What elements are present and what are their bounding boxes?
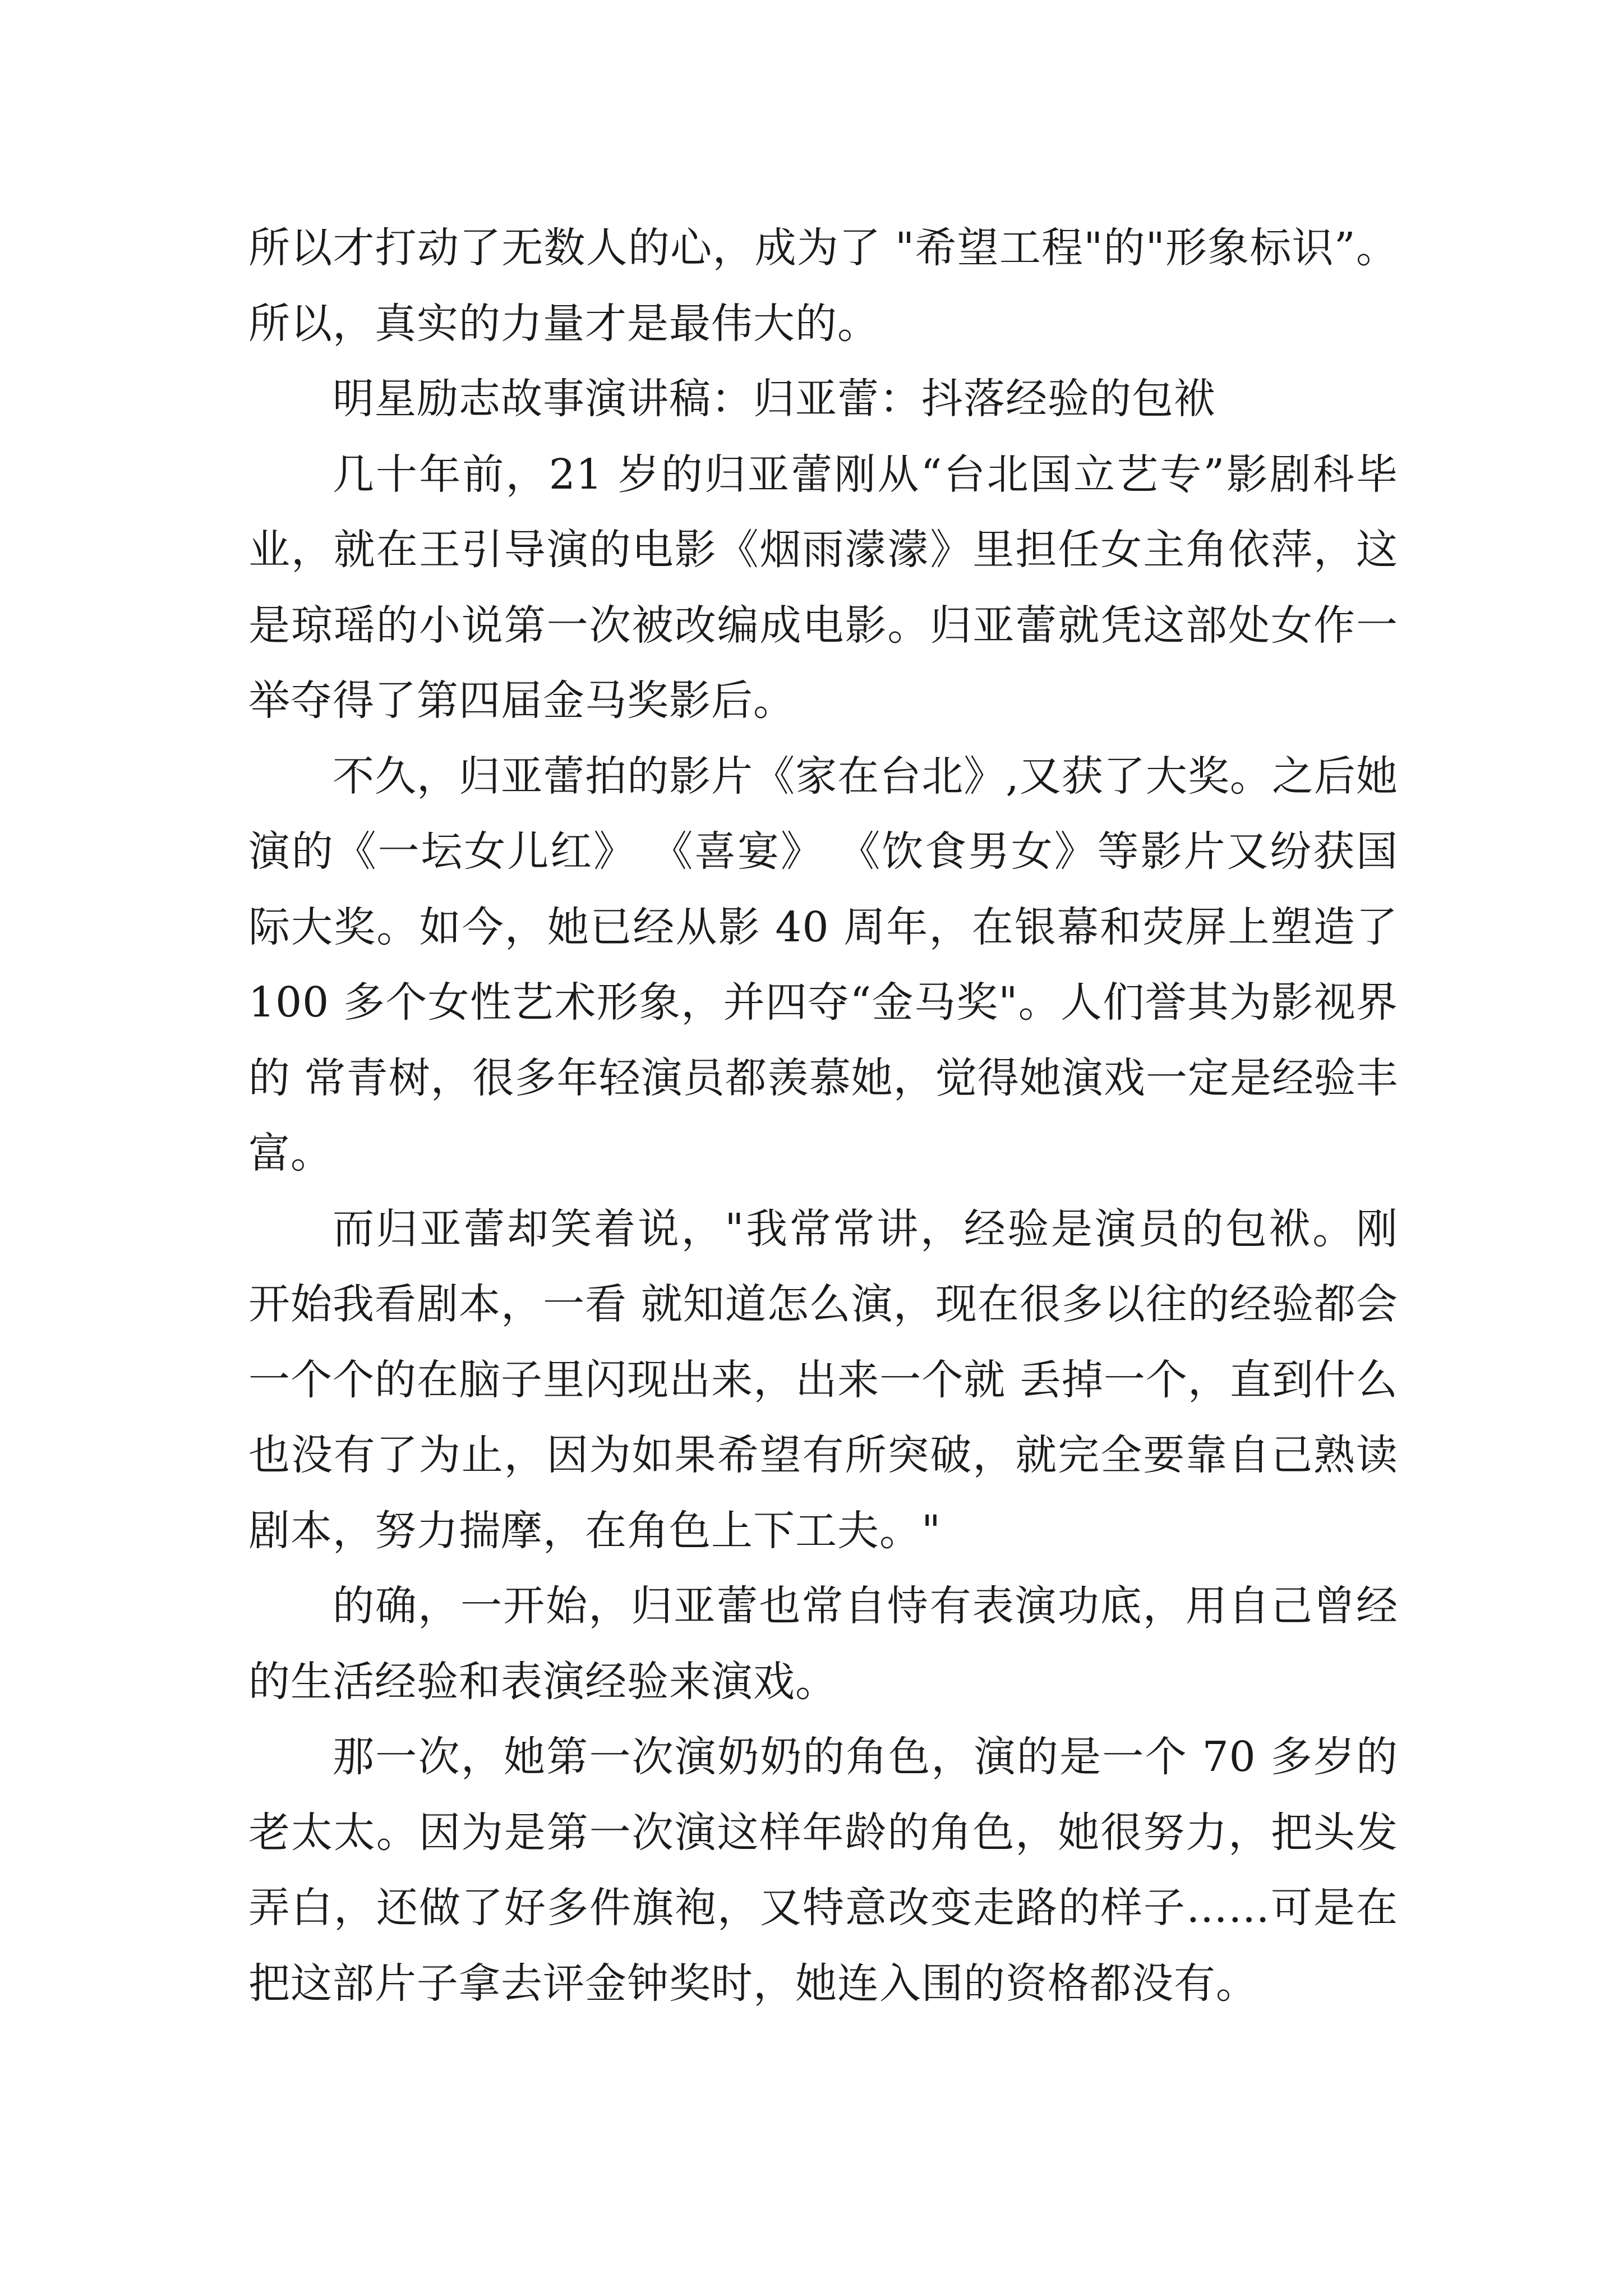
paragraph: 那一次，她第一次演奶奶的角色，演的是一个 70 多岁的老太太。因为是第一次演这样年龄的角色，她很努力，把头发弄白，还做了好多件旗袍，又特意改变走路的样子……可是在把这部片子拿去评金钟奖时，她连入围的资格都没有。 [248,1733,1398,2008]
paragraph: 而归亚蕾却笑着说，"我常常讲，经验是演员的包袱。刚开始我看剧本，一看 就知道怎么演，现在很多以往的经验都会一个个的在脑子里闪现出来，出来一个就 丢掉一个，直到什么也没有了为止，因为如果希望有所突破，就完全要靠自己熟读剧本，努力揣摩，在角色上下工夫。" [248,1204,1398,1555]
document-body [248,210,1398,2021]
paragraph-continuation: 所以才打动了无数人的心，成为了 "希望工程"的"形象标识”。所以，真实的力量才是最伟大的。 [248,224,1398,348]
paragraph: 几十年前，21 岁的归亚蕾刚从“台北国立艺专”影剧科毕业，就在王引导演的电影《烟雨濛濛》里担任女主角依萍，这是琼瑶的小说第一次被改编成电影。归亚蕾就凭这部处女作一举夺得了第四届金马奖影后。 [248,450,1398,725]
paragraph: 的确，一开始，归亚蕾也常自恃有表演功底，用自己曾经的生活经验和表演经验来演戏。 [248,1582,1398,1706]
speech-title: 明星励志故事演讲稿：归亚蕾：抖落经验的包袱 [333,375,1216,423]
paragraph: 不久，归亚蕾拍的影片《家在台北》,又获了大奖。之后她演的《一坛女儿红》 《喜宴》 《饮食男女》等影片又纷获国际大奖。如今，她已经从影 40 周年，在银幕和荧屏上塑造了 100 多个女性艺术形象，并四夺“金马奖"。人们誉其为影视界的 常青树，很多年轻演员都羡慕她，觉得她演戏一定是经验丰富。 [248,752,1398,1177]
